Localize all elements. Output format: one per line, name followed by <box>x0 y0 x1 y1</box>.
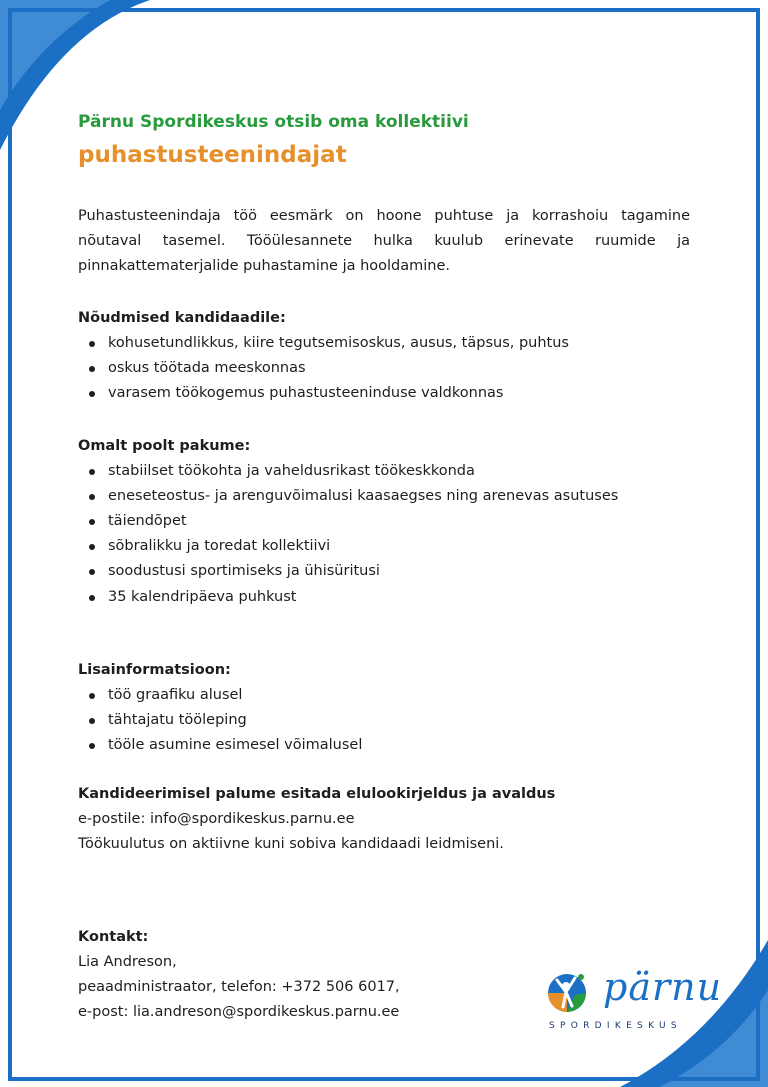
list-item: varasem töökogemus puhastusteeninduse valdkonnas <box>108 381 690 406</box>
logo-subtitle: SPORDIKESKUS <box>549 1021 682 1031</box>
requirements-list <box>78 331 690 407</box>
offer-heading: Omalt poolt pakume: <box>78 437 251 454</box>
intro-paragraph: Puhastusteenindaja töö eesmärk on hoone puhtuse ja korrashoiu tagamine nõutaval tasemel. Tööülesannete hulka kuulub erinevate ruumide ja pinnakattematerjalide puhastamine ja hooldamine. <box>78 208 690 274</box>
contact-email[interactable]: e-post: lia.andreson@spordikeskus.parnu.ee <box>78 1004 400 1021</box>
info-list <box>78 683 690 759</box>
info-section <box>78 658 690 759</box>
list-item: tööle asumine esimesel võimalusel <box>108 733 690 758</box>
list-item: 35 kalendripäeva puhkust <box>108 585 690 610</box>
list-item: sõbralikku ja toredat kollektiivi <box>108 534 690 559</box>
offer-section <box>78 434 690 610</box>
page-subtitle: Pärnu Spordikeskus otsib oma kollektiivi <box>78 112 469 132</box>
list-item: töö graafiku alusel <box>108 683 690 708</box>
contact-role-phone: peaadministraator, telefon: +372 506 6017, <box>78 979 400 996</box>
list-item: soodustusi sportimiseks ja ühisüritusi <box>108 559 690 584</box>
list-item: kohusetundlikkus, kiire tegutsemisoskus, ausus, täpsus, puhtus <box>108 331 690 356</box>
apply-email[interactable]: e-postile: info@spordikeskus.parnu.ee <box>78 811 355 828</box>
list-item: eneseteostus- ja arenguvõimalusi kaasaegses ning arenevas asutuses <box>108 484 690 509</box>
contact-heading: Kontakt: <box>78 929 149 946</box>
spordikeskus-logo <box>545 965 723 1037</box>
contact-name: Lia Andreson, <box>78 954 177 971</box>
list-item: oskus töötada meeskonnas <box>108 356 690 381</box>
list-item: tähtajatu tööleping <box>108 708 690 733</box>
list-item: stabiilset töökohta ja vaheldusrikast töökeskkonda <box>108 459 690 484</box>
apply-note: Töökuulutus on aktiivne kuni sobiva kandidaadi leidmiseni. <box>78 836 504 853</box>
requirements-section <box>78 306 690 407</box>
list-item: täiendõpet <box>108 509 690 534</box>
apply-heading: Kandideerimisel palume esitada elulookirjeldus ja avaldus <box>78 786 556 803</box>
apply-section <box>78 782 690 857</box>
job-posting <box>78 110 690 1025</box>
logo-wordmark: pärnu <box>603 965 723 1009</box>
info-heading: Lisainformatsioon: <box>78 661 231 678</box>
requirements-heading: Nõudmised kandidaadile: <box>78 310 286 326</box>
page-title: puhastusteenindajat <box>78 142 347 168</box>
offer-list <box>78 459 690 610</box>
logo-figure-icon <box>545 965 601 1021</box>
